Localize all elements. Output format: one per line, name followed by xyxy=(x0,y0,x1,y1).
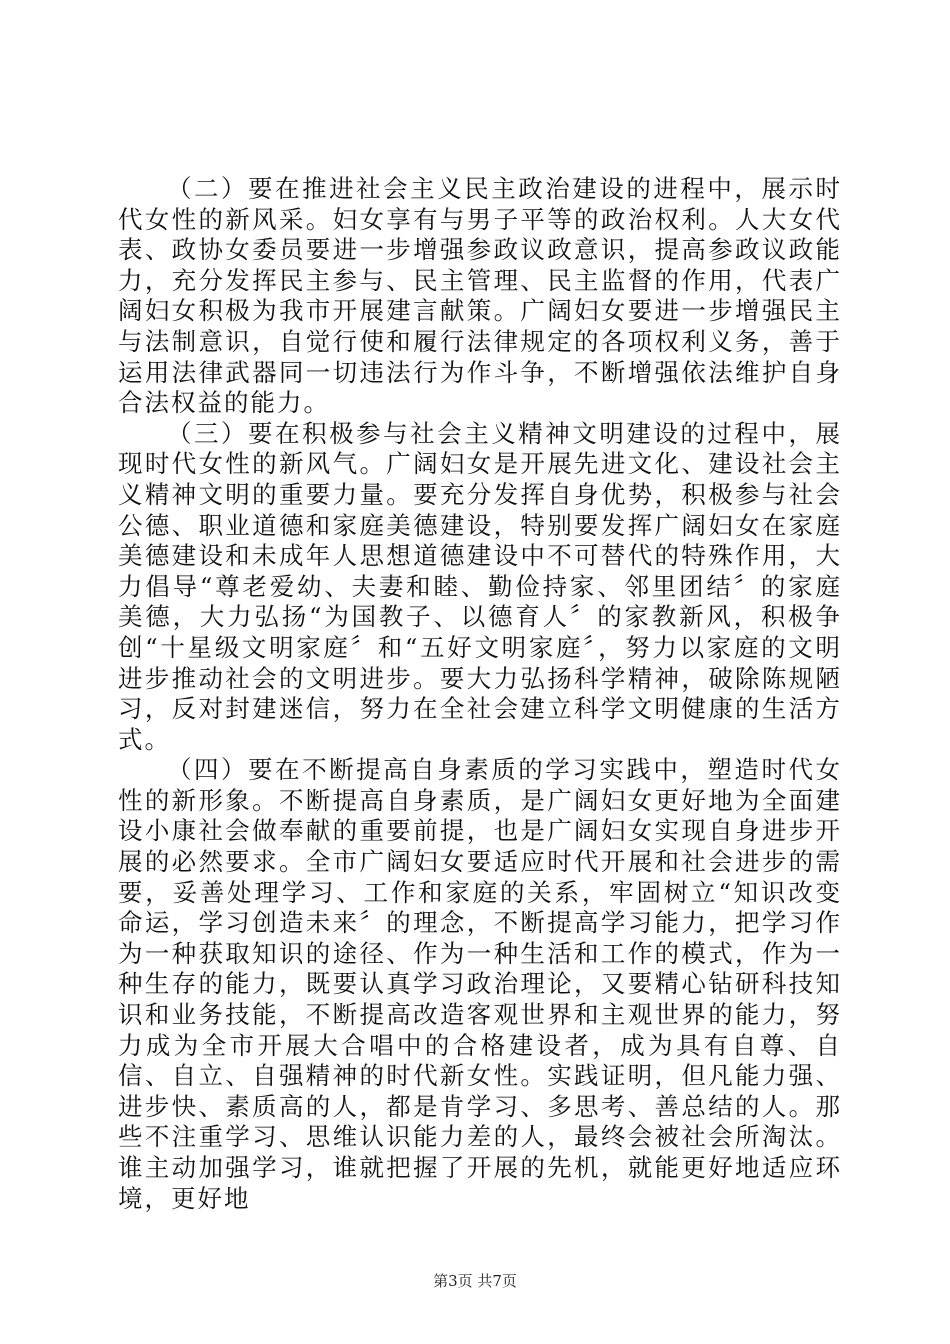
page-number-footer: 第3页 共7页 xyxy=(433,1272,517,1290)
paragraph-2: （二）要在推进社会主义民主政治建设的进程中，展示时代女性的新风采。妇女享有与男子平等的政治权利。人大女代表、政协女委员要进一步增强参政议政意识，提高参政议政能力，充分发挥民主参与、民主管理、民主监督的作用，代表广阔妇女积极为我市开展建言献策。广阔妇女要进一步增强民主与法制意识，自觉行使和履行法律规定的各项权利义务，善于运用法律武器同一切违法行为作斗争，不断增强依法维护自身合法权益的能力。 xyxy=(118,174,842,418)
paragraph-4: （四）要在不断提高自身素质的学习实践中，塑造时代女性的新形象。不断提高自身素质，是广阔妇女更好地为全面建设小康社会做奉献的重要前提，也是广阔妇女实现自身进步开展的必然要求。全市广阔妇女要适应时代开展和社会进步的需要，妥善处理学习、工作和家庭的关系，牢固树立“知识改变命运，学习创造未来〞的理念，不断提高学习能力，把学习作为一种获取知识的途径、作为一种生活和工作的模式，作为一种生存的能力，既要认真学习政治理论，又要精心钻研科技知识和业务技能，不断提高改造客观世界和主观世界的能力，努力成为全市开展大合唱中的合格建设者，成为具有自尊、自信、自立、自强精神的时代新女性。实践证明，但凡能力强、进步快、素质高的人，都是肯学习、多思考、善总结的人。那些不注重学习、思维认识能力差的人，最终会被社会所淘汰。谁主动加强学习，谁就把握了开展的先机，就能更好地适应环境，更好地 xyxy=(118,755,842,1213)
paragraph-3: （三）要在积极参与社会主义精神文明建设的过程中，展现时代女性的新风气。广阔妇女是开展先进文化、建设社会主义精神文明的重要力量。要充分发挥自身优势，积极参与社会公德、职业道德和家庭美德建设，特别要发挥广阔妇女在家庭美德建设和未成年人思想道德建设中不可替代的特殊作用，大力倡导“尊老爱幼、夫妻和睦、勤俭持家、邻里团结〞的家庭美德，大力弘扬“为国教子、以德育人〞的家教新风，积极争创“十星级文明家庭〞和“五好文明家庭〞，努力以家庭的文明进步推动社会的文明进步。要大力弘扬科学精神，破除陈规陋习，反对封建迷信，努力在全社会建立科学文明健康的生活方式。 xyxy=(118,418,842,754)
document-body xyxy=(118,174,842,1214)
